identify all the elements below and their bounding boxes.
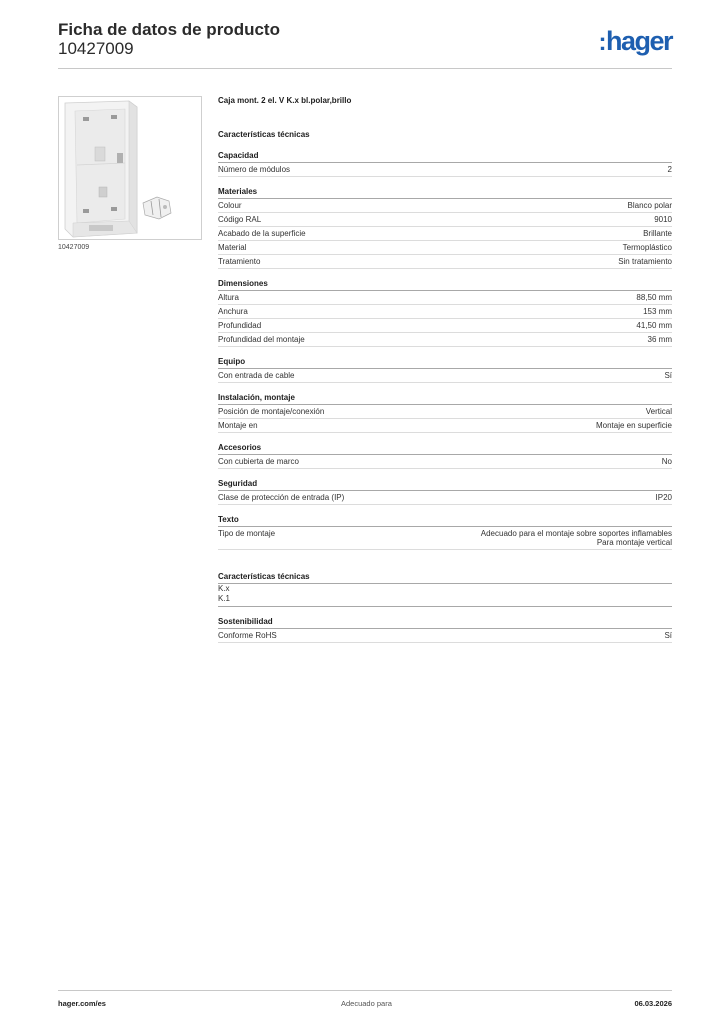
- list-item: K.x: [218, 584, 230, 593]
- hager-logo: :hager: [598, 26, 672, 56]
- section-title: Características técnicas: [218, 572, 672, 584]
- table-row: [218, 163, 672, 177]
- row-value: 2: [667, 165, 672, 174]
- row-value: 41,50 mm: [636, 321, 672, 330]
- section-materiales: [218, 187, 672, 269]
- product-image: [58, 96, 202, 240]
- table-row: [218, 491, 672, 505]
- row-label: Tratamiento: [218, 257, 261, 266]
- section-title: Materiales: [218, 187, 672, 199]
- row-value: 36 mm: [647, 335, 672, 344]
- row-value: No: [661, 457, 672, 466]
- table-row: [218, 213, 672, 227]
- table-row: [218, 333, 672, 347]
- table-row: [218, 255, 672, 269]
- row-value: Sí: [664, 371, 672, 380]
- row-value: Termoplástico: [622, 243, 672, 252]
- row-label: Profundidad: [218, 321, 262, 330]
- technical-heading: Características técnicas: [218, 130, 310, 139]
- row-value: Sí: [664, 631, 672, 640]
- list-item: K.1: [218, 594, 231, 603]
- row-label: Material: [218, 243, 247, 252]
- row-value: 88,50 mm: [636, 293, 672, 302]
- table-row: [218, 629, 672, 643]
- row-label: Posición de montaje/conexión: [218, 407, 325, 416]
- table-row: [218, 319, 672, 333]
- product-datasheet: [218, 96, 672, 653]
- footer-date: 06.03.2026: [634, 999, 672, 1008]
- table-row: [218, 369, 672, 383]
- row-value: Brillante: [643, 229, 672, 238]
- footer-note: Adecuado para: [341, 999, 392, 1008]
- section-accesorios: [218, 443, 672, 469]
- header-divider: [58, 68, 672, 69]
- row-label: Acabado de la superficie: [218, 229, 306, 238]
- row-label: Código RAL: [218, 215, 262, 224]
- section-instalacion: [218, 393, 672, 433]
- section-title: Dimensiones: [218, 279, 672, 291]
- row-label: Conforme RoHS: [218, 631, 277, 640]
- row-label: Con cubierta de marco: [218, 457, 299, 466]
- row-value: 153 mm: [643, 307, 672, 316]
- table-row: [218, 419, 672, 433]
- row-value: Blanco polar: [627, 201, 672, 210]
- section-dimensiones: [218, 279, 672, 347]
- row-label: Montaje en: [218, 421, 258, 430]
- section-title: Equipo: [218, 357, 672, 369]
- table-row: [218, 241, 672, 255]
- section-seguridad: [218, 479, 672, 505]
- footer-url[interactable]: hager.com/es: [58, 999, 106, 1008]
- row-value: 9010: [654, 215, 672, 224]
- row-label: Altura: [218, 293, 239, 302]
- image-caption: 10427009: [58, 244, 90, 251]
- row-value: Sin tratamiento: [618, 257, 672, 266]
- section-tech-features: [218, 572, 672, 607]
- row-value: [481, 529, 672, 547]
- page-title: Ficha de datos de producto: [58, 20, 280, 39]
- product-name: Caja mont. 2 el. V K.x bl.polar,brillo: [218, 96, 352, 105]
- brand-name: hager: [605, 26, 672, 56]
- table-row: [218, 227, 672, 241]
- table-row: [218, 199, 672, 213]
- row-label: Profundidad del montaje: [218, 335, 305, 344]
- row-value: Vertical: [645, 407, 672, 416]
- table-row: [218, 527, 672, 550]
- feature-list: [218, 584, 672, 607]
- section-title: Sostenibilidad: [218, 617, 672, 629]
- section-title: Texto: [218, 515, 672, 527]
- row-value: IP20: [655, 493, 672, 502]
- row-label: Anchura: [218, 307, 248, 316]
- row-label: Clase de protección de entrada (IP): [218, 493, 345, 502]
- row-label: Tipo de montaje: [218, 529, 276, 538]
- section-texto: [218, 515, 672, 550]
- table-row: [218, 455, 672, 469]
- row-label: Colour: [218, 201, 242, 210]
- product-number: 10427009: [58, 39, 134, 58]
- table-row: [218, 305, 672, 319]
- section-title: Accesorios: [218, 443, 672, 455]
- row-value-line: Adecuado para el montaje sobre soportes inflamables: [480, 529, 672, 538]
- section-title: Seguridad: [218, 479, 672, 491]
- section-title: Capacidad: [218, 151, 672, 163]
- row-label: Con entrada de cable: [218, 371, 295, 380]
- row-label: Número de módulos: [218, 165, 291, 174]
- surface-box-illustration: [59, 97, 201, 239]
- section-title: Instalación, montaje: [218, 393, 672, 405]
- section-capacidad: [218, 151, 672, 177]
- section-equipo: [218, 357, 672, 383]
- footer-divider: [58, 990, 672, 991]
- table-row: [218, 291, 672, 305]
- section-sostenibilidad: [218, 617, 672, 643]
- row-value-line: Para montaje vertical: [596, 538, 672, 547]
- row-value: Montaje en superficie: [595, 421, 672, 430]
- table-row: [218, 405, 672, 419]
